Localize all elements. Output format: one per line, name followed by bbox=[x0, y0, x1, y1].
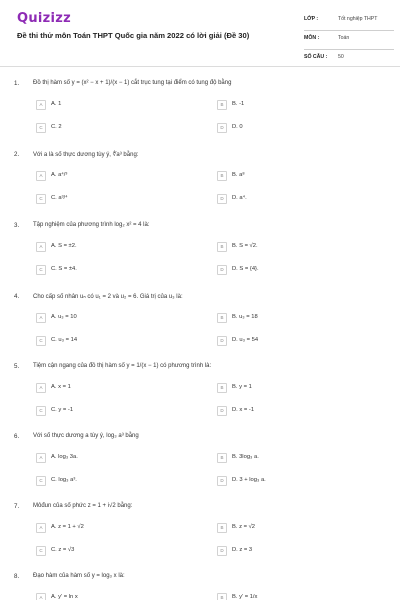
option-a[interactable] bbox=[36, 313, 186, 323]
option-text: C. z = √3 bbox=[51, 547, 75, 553]
option-c[interactable] bbox=[36, 123, 186, 133]
option-letter-box: D bbox=[217, 546, 227, 556]
option-text: D. 0 bbox=[232, 124, 243, 130]
option-text: D. 3 + log₃ a. bbox=[232, 477, 266, 483]
question-text: Đạo hàm của hàm số y = log₃ x là: bbox=[33, 573, 125, 579]
option-d[interactable] bbox=[217, 406, 367, 416]
option-a[interactable] bbox=[36, 523, 186, 533]
option-letter-box: D bbox=[217, 123, 227, 133]
question-text: Cho cấp số nhân uₙ có u₁ = 2 và u₂ = 6. Giá trị của u₃ là: bbox=[33, 294, 183, 300]
question-1 bbox=[0, 80, 400, 150]
question-text: Tiệm cận ngang của đồ thị hàm số y = 1/(x − 1) có phương trình là: bbox=[33, 363, 212, 369]
option-c[interactable] bbox=[36, 336, 186, 346]
option-letter-box: D bbox=[217, 265, 227, 275]
question-4 bbox=[0, 293, 400, 363]
option-c[interactable] bbox=[36, 406, 186, 416]
option-letter-box: A bbox=[36, 100, 46, 110]
option-text: C. a³/⁴ bbox=[51, 195, 68, 201]
question-number: 8. bbox=[14, 573, 20, 580]
option-a[interactable] bbox=[36, 383, 186, 393]
option-text: A. 1 bbox=[51, 101, 62, 107]
question-number: 7. bbox=[14, 503, 20, 510]
question-6 bbox=[0, 433, 400, 503]
option-text: A. z = 1 + √2 bbox=[51, 524, 84, 530]
option-d[interactable] bbox=[217, 123, 367, 133]
option-a[interactable] bbox=[36, 171, 186, 181]
worksheet-header bbox=[0, 0, 400, 66]
meta-label: LỚP : bbox=[304, 16, 319, 22]
question-text: Tập nghiệm của phương trình log₂ x² = 4 là: bbox=[33, 222, 150, 228]
meta-label: SỐ CÂU : bbox=[304, 54, 328, 60]
question-2 bbox=[0, 151, 400, 221]
option-b[interactable] bbox=[217, 171, 367, 181]
question-number: 1. bbox=[14, 80, 20, 87]
option-text: B. S = √2. bbox=[232, 243, 258, 249]
option-letter-box: B bbox=[217, 593, 227, 600]
option-d[interactable] bbox=[217, 194, 367, 204]
option-letter-box: C bbox=[36, 194, 46, 204]
option-text: C. y = -1 bbox=[51, 407, 74, 413]
option-text: D. x = -1 bbox=[232, 407, 255, 413]
option-letter-box: A bbox=[36, 453, 46, 463]
option-letter-box: B bbox=[217, 453, 227, 463]
worksheet-meta bbox=[304, 13, 394, 69]
option-text: A. u₃ = 10 bbox=[51, 314, 77, 320]
option-b[interactable] bbox=[217, 383, 367, 393]
option-letter-box: C bbox=[36, 336, 46, 346]
meta-row-subject bbox=[304, 32, 394, 50]
question-3 bbox=[0, 222, 400, 292]
question-number: 6. bbox=[14, 433, 20, 440]
option-letter-box: C bbox=[36, 546, 46, 556]
question-number: 4. bbox=[14, 293, 20, 300]
option-letter-box: B bbox=[217, 242, 227, 252]
option-letter-box: C bbox=[36, 476, 46, 486]
option-c[interactable] bbox=[36, 546, 186, 556]
header-divider bbox=[0, 66, 400, 67]
option-a[interactable] bbox=[36, 242, 186, 252]
question-text: Đồ thị hàm số y = (x² − x + 1)/(x − 1) cắt trục tung tại điểm có tung độ bằng bbox=[33, 80, 232, 86]
option-letter-box: B bbox=[217, 383, 227, 393]
option-text: A. log₃ 3a. bbox=[51, 454, 78, 460]
option-d[interactable] bbox=[217, 265, 367, 275]
question-number: 5. bbox=[14, 363, 20, 370]
option-d[interactable] bbox=[217, 546, 367, 556]
meta-value: 50 bbox=[338, 54, 344, 60]
option-text: B. y = 1 bbox=[232, 384, 252, 390]
option-c[interactable] bbox=[36, 265, 186, 275]
option-text: B. y' = 1/x bbox=[232, 594, 258, 600]
option-b[interactable] bbox=[217, 593, 367, 600]
question-8 bbox=[0, 573, 400, 600]
option-b[interactable] bbox=[217, 523, 367, 533]
option-letter-box: D bbox=[217, 194, 227, 204]
option-letter-box: A bbox=[36, 313, 46, 323]
option-a[interactable] bbox=[36, 453, 186, 463]
meta-label: MÔN : bbox=[304, 35, 320, 41]
option-c[interactable] bbox=[36, 476, 186, 486]
option-text: D. S = {4}. bbox=[232, 266, 259, 272]
option-a[interactable] bbox=[36, 593, 186, 600]
option-letter-box: A bbox=[36, 242, 46, 252]
option-text: D. u₃ = 54 bbox=[232, 337, 259, 343]
option-letter-box: C bbox=[36, 406, 46, 416]
option-text: B. u₃ = 18 bbox=[232, 314, 258, 320]
option-letter-box: A bbox=[36, 171, 46, 181]
option-letter-box: B bbox=[217, 313, 227, 323]
option-text: B. 3log₃ a. bbox=[232, 454, 259, 460]
option-letter-box: C bbox=[36, 265, 46, 275]
question-text: Với a là số thực dương tùy ý, ∜a³ bằng: bbox=[33, 152, 139, 158]
option-letter-box: A bbox=[36, 523, 46, 533]
question-number: 2. bbox=[14, 151, 20, 158]
option-b[interactable] bbox=[217, 453, 367, 463]
meta-row-class bbox=[304, 13, 394, 31]
option-text: D. a⁴. bbox=[232, 195, 247, 201]
question-number: 3. bbox=[14, 222, 20, 229]
meta-value: Toán bbox=[338, 35, 350, 41]
option-text: B. -1 bbox=[232, 101, 245, 107]
option-letter-box: B bbox=[217, 100, 227, 110]
option-text: C. log₃ a³. bbox=[51, 477, 77, 483]
meta-value: Tốt nghiệp THPT bbox=[338, 16, 378, 22]
worksheet-title: Đề thi thử môn Toán THPT Quốc gia năm 2022 có lời giải (Đề 30) bbox=[17, 31, 250, 40]
option-text: A. a⁴/³ bbox=[51, 172, 68, 178]
option-d[interactable] bbox=[217, 336, 367, 346]
option-text: D. z = 3 bbox=[232, 547, 253, 553]
option-text: A. x = 1 bbox=[51, 384, 71, 390]
option-letter-box: D bbox=[217, 406, 227, 416]
option-letter-box: B bbox=[217, 523, 227, 533]
option-text: A. y' = ln x bbox=[51, 594, 78, 600]
option-d[interactable] bbox=[217, 476, 367, 486]
option-letter-box: A bbox=[36, 383, 46, 393]
question-text: Môđun của số phức z = 1 + i√2 bằng: bbox=[33, 503, 133, 509]
option-c[interactable] bbox=[36, 194, 186, 204]
option-text: B. z = √2 bbox=[232, 524, 255, 530]
option-letter-box: D bbox=[217, 476, 227, 486]
question-7 bbox=[0, 503, 400, 573]
option-text: B. a⁸ bbox=[232, 172, 245, 178]
option-text: A. S = ±2. bbox=[51, 243, 77, 249]
option-b[interactable] bbox=[217, 313, 367, 323]
option-letter-box: C bbox=[36, 123, 46, 133]
option-b[interactable] bbox=[217, 242, 367, 252]
option-letter-box: D bbox=[217, 336, 227, 346]
question-text: Với số thực dương a tùy ý, log₃ a³ bằng bbox=[33, 433, 139, 439]
option-text: C. u₃ = 14 bbox=[51, 337, 78, 343]
option-text: C. S = ±4. bbox=[51, 266, 77, 272]
option-text: C. 2 bbox=[51, 124, 62, 130]
option-letter-box: A bbox=[36, 593, 46, 600]
option-b[interactable] bbox=[217, 100, 367, 110]
option-letter-box: B bbox=[217, 171, 227, 181]
option-a[interactable] bbox=[36, 100, 186, 110]
quizizz-logo: Quizizz bbox=[17, 11, 72, 26]
question-5 bbox=[0, 363, 400, 433]
